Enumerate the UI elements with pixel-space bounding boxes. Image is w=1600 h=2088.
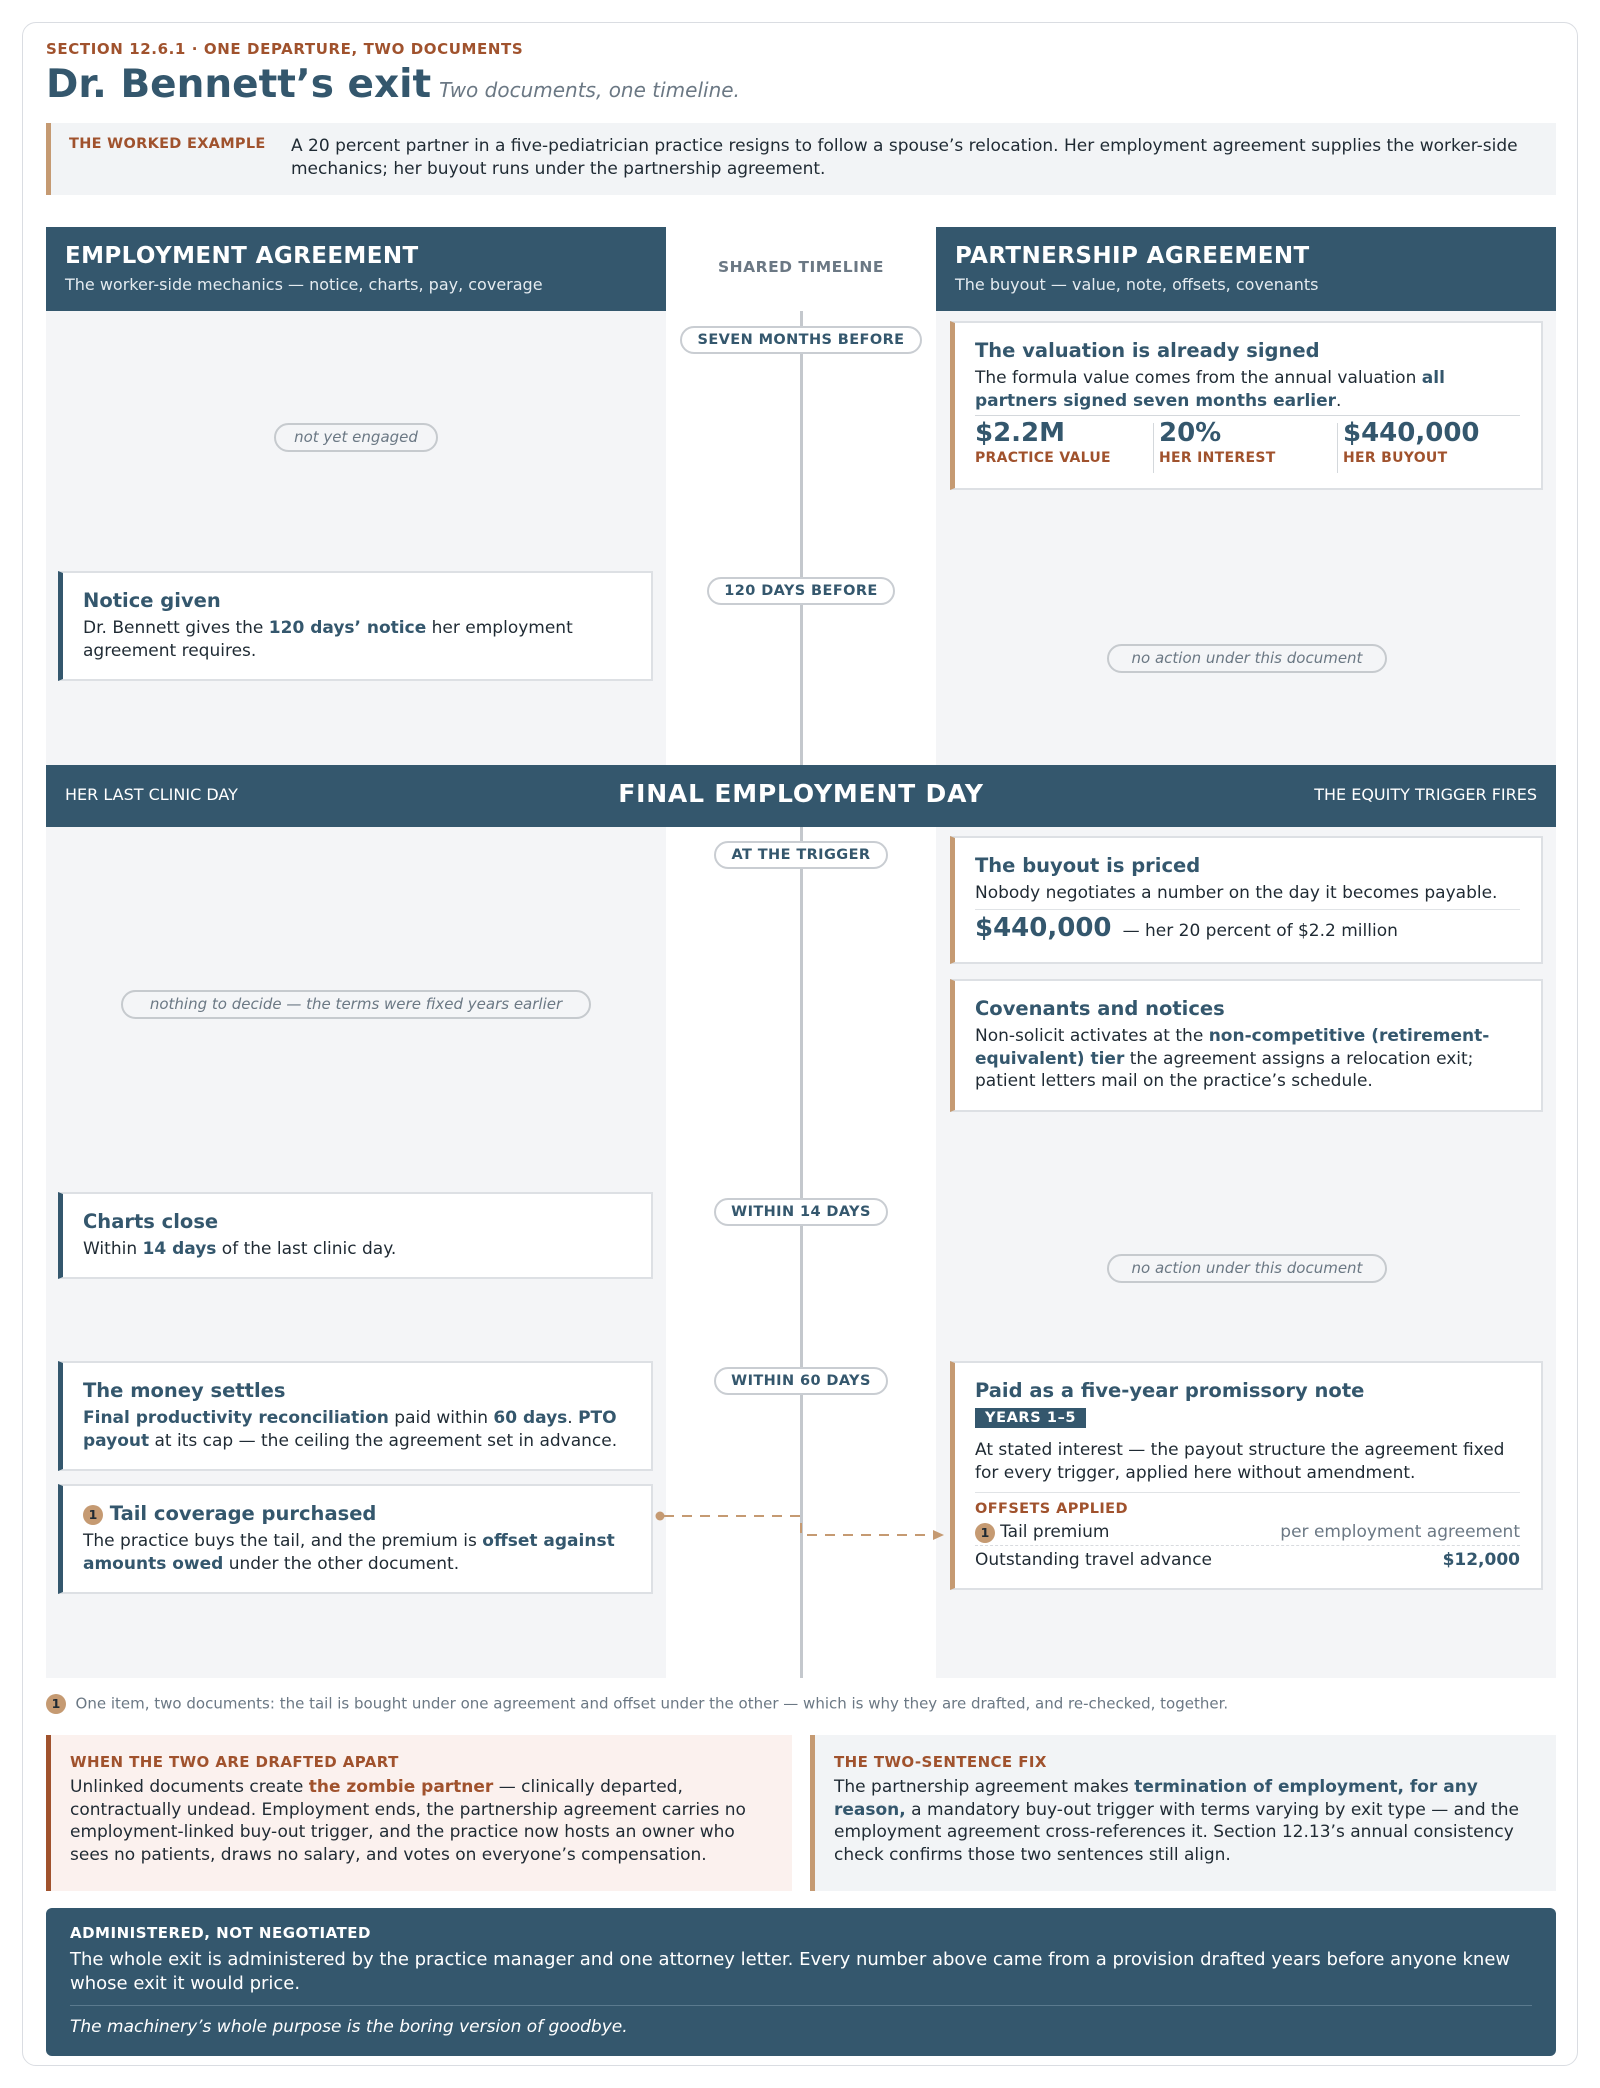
marker-120-days-before: 120 DAYS BEFORE <box>707 577 895 605</box>
tail-coverage-card <box>58 1484 653 1594</box>
note-title: Paid as a five-year promissory note <box>975 1379 1365 1402</box>
marker-within-60-days: WITHIN 60 DAYS <box>714 1367 888 1395</box>
money-text: Final productivity reconciliation paid within 60 days. PTO payout at its cap — the ceiling the agreement set in advance. <box>83 1408 618 1451</box>
valuation-text: The formula value comes from the annual valuation all partners signed seven months earlier. <box>975 368 1445 411</box>
connector-dot <box>656 1512 665 1521</box>
placeholder-no-action-1: no action under this document <box>1107 644 1387 673</box>
banner-right: THE EQUITY TRIGGER FIRES <box>1314 785 1537 804</box>
drafted-apart-text: Unlinked documents create the zombie partner — clinically departed, contractually undead. Employment ends, the partnership agreement carries no employment-linked buy-out trigger, and the practice now hosts an owner who sees no patients, draws no salary, and votes on everyone’s compensation. <box>70 1777 746 1865</box>
tail-title: 1 Tail coverage purchased <box>83 1502 376 1525</box>
worked-example-callout <box>46 123 1556 195</box>
covenants-title: Covenants and notices <box>975 997 1225 1020</box>
offset-value: per employment agreement <box>1280 1522 1520 1542</box>
money-settles-card <box>58 1361 653 1471</box>
offset-row <box>975 1522 1520 1546</box>
buyout-priced-card <box>950 836 1543 964</box>
placeholder-nothing-to-decide: nothing to decide — the terms were fixed years earlier <box>121 990 591 1019</box>
banner-left: HER LAST CLINIC DAY <box>65 785 238 804</box>
valuation-divider <box>975 415 1520 416</box>
money-title: The money settles <box>83 1379 286 1402</box>
drafted-apart-title: WHEN THE TWO ARE DRAFTED APART <box>70 1753 399 1771</box>
stat-her-buyout <box>1343 418 1480 466</box>
offset-value: $12,000 <box>1442 1550 1520 1570</box>
tail-offset-connector <box>650 1500 950 1560</box>
closing-panel <box>46 1908 1556 2056</box>
offset-row <box>975 1550 1520 1574</box>
stat-divider <box>1337 423 1338 473</box>
offset-item: Outstanding travel advance <box>975 1550 1213 1570</box>
marker-seven-months-before: SEVEN MONTHS BEFORE <box>680 326 922 354</box>
banner-center: FINAL EMPLOYMENT DAY <box>618 779 984 808</box>
final-employment-day-banner <box>46 765 1556 827</box>
years-tag: YEARS 1–5 <box>975 1407 1086 1428</box>
tail-text: The practice buys the tail, and the premium is offset against amounts owed under the other document. <box>83 1531 615 1574</box>
employment-header <box>46 227 666 311</box>
offsets-label: OFFSETS APPLIED <box>975 1501 1128 1517</box>
closing-title: ADMINISTERED, NOT NEGOTIATED <box>70 1924 371 1942</box>
closing-quote: The machinery’s whole purpose is the boring version of goodbye. <box>70 2017 628 2037</box>
placeholder-not-engaged: not yet engaged <box>274 423 438 452</box>
page-subtitle: Two documents, one timeline. <box>439 78 740 102</box>
buyout-amount: $440,000 <box>975 913 1112 943</box>
stat-label: HER BUYOUT <box>1343 450 1448 466</box>
stat-divider <box>1153 423 1154 473</box>
stat-value: $440,000 <box>1343 418 1480 448</box>
stat-label: HER INTEREST <box>1159 450 1276 466</box>
closing-divider <box>70 2005 1532 2006</box>
footnote <box>46 1694 1228 1714</box>
note-text: At stated interest — the payout structure the agreement fixed for every trigger, applied here without amendment. <box>975 1440 1505 1483</box>
employment-title: EMPLOYMENT AGREEMENT <box>65 243 419 269</box>
notice-title: Notice given <box>83 589 221 612</box>
worked-example-label: THE WORKED EXAMPLE <box>69 136 266 152</box>
stat-label: PRACTICE VALUE <box>975 450 1111 466</box>
marker-at-the-trigger: AT THE TRIGGER <box>714 841 888 869</box>
footnote-badge: 1 <box>975 1523 995 1543</box>
worked-example-text: A 20 percent partner in a five-pediatrician practice resigns to follow a spouse’s relocation. Her employment agreement supplies the worker-side mechanics; her buyout runs under the partnership agreement. <box>291 136 1518 179</box>
buyout-amount-line <box>975 913 1398 943</box>
connector-path <box>664 1516 935 1535</box>
buyout-text: Nobody negotiates a number on the day it becomes payable. <box>975 883 1498 903</box>
buyout-title: The buyout is priced <box>975 854 1201 877</box>
title-text: Dr. Bennett’s exit <box>46 62 432 107</box>
buyout-divider <box>975 909 1520 910</box>
shared-timeline-label: SHARED TIMELINE <box>718 258 884 276</box>
closing-text: The whole exit is administered by the practice manager and one attorney letter. Every number above came from a provision drafted years before anyone knew whose exit it would price. <box>70 1949 1511 1994</box>
notice-card <box>58 571 653 681</box>
stat-practice-value <box>975 418 1111 466</box>
footnote-badge: 1 <box>83 1505 103 1525</box>
buyout-amount-note: — her 20 percent of $2.2 million <box>1122 921 1398 941</box>
valuation-title: The valuation is already signed <box>975 339 1320 362</box>
notice-text: Dr. Bennett gives the 120 days’ notice her employment agreement requires. <box>83 618 573 661</box>
footnote-badge: 1 <box>46 1694 66 1714</box>
placeholder-no-action-2: no action under this document <box>1107 1254 1387 1283</box>
section-eyebrow: SECTION 12.6.1 · ONE DEPARTURE, TWO DOCUMENTS <box>46 40 524 58</box>
covenants-card <box>950 979 1543 1112</box>
employment-subtitle: The worker-side mechanics — notice, charts, pay, coverage <box>65 275 543 294</box>
offset-item: Tail premium <box>1000 1522 1110 1542</box>
timeline-spine-upper <box>800 311 803 765</box>
promissory-note-card <box>950 1361 1543 1590</box>
drafted-apart-pane <box>46 1735 792 1891</box>
page-title <box>46 62 740 107</box>
connector-arrowhead <box>933 1530 944 1540</box>
footnote-text: One item, two documents: the tail is bought under one agreement and offset under the other — which is why they are drafted, and re-checked, together. <box>75 1694 1229 1713</box>
charts-close-card <box>58 1192 653 1279</box>
fix-text: The partnership agreement makes termination of employment, for any reason, a mandatory buy-out trigger with terms varying by exit type — and the employment agreement cross-references it. Section 12.13’s annual consistency check confirms those two sentences still align. <box>834 1777 1519 1865</box>
stat-value: 20% <box>1159 418 1222 448</box>
stat-her-interest <box>1159 418 1276 466</box>
fix-title: THE TWO-SENTENCE FIX <box>834 1753 1047 1771</box>
partnership-header <box>936 227 1556 311</box>
valuation-card <box>950 321 1543 490</box>
charts-text: Within 14 days of the last clinic day. <box>83 1239 397 1259</box>
two-sentence-fix-pane <box>810 1735 1556 1891</box>
charts-title: Charts close <box>83 1210 219 1233</box>
stat-value: $2.2M <box>975 418 1066 448</box>
partnership-subtitle: The buyout — value, note, offsets, covenants <box>955 275 1319 294</box>
note-divider <box>975 1492 1520 1493</box>
marker-within-14-days: WITHIN 14 DAYS <box>714 1198 888 1226</box>
partnership-title: PARTNERSHIP AGREEMENT <box>955 243 1310 269</box>
covenants-text: Non-solicit activates at the non-competitive (retirement-equivalent) tier the agreement assigns a relocation exit; patient letters mail on the practice’s schedule. <box>975 1026 1490 1091</box>
